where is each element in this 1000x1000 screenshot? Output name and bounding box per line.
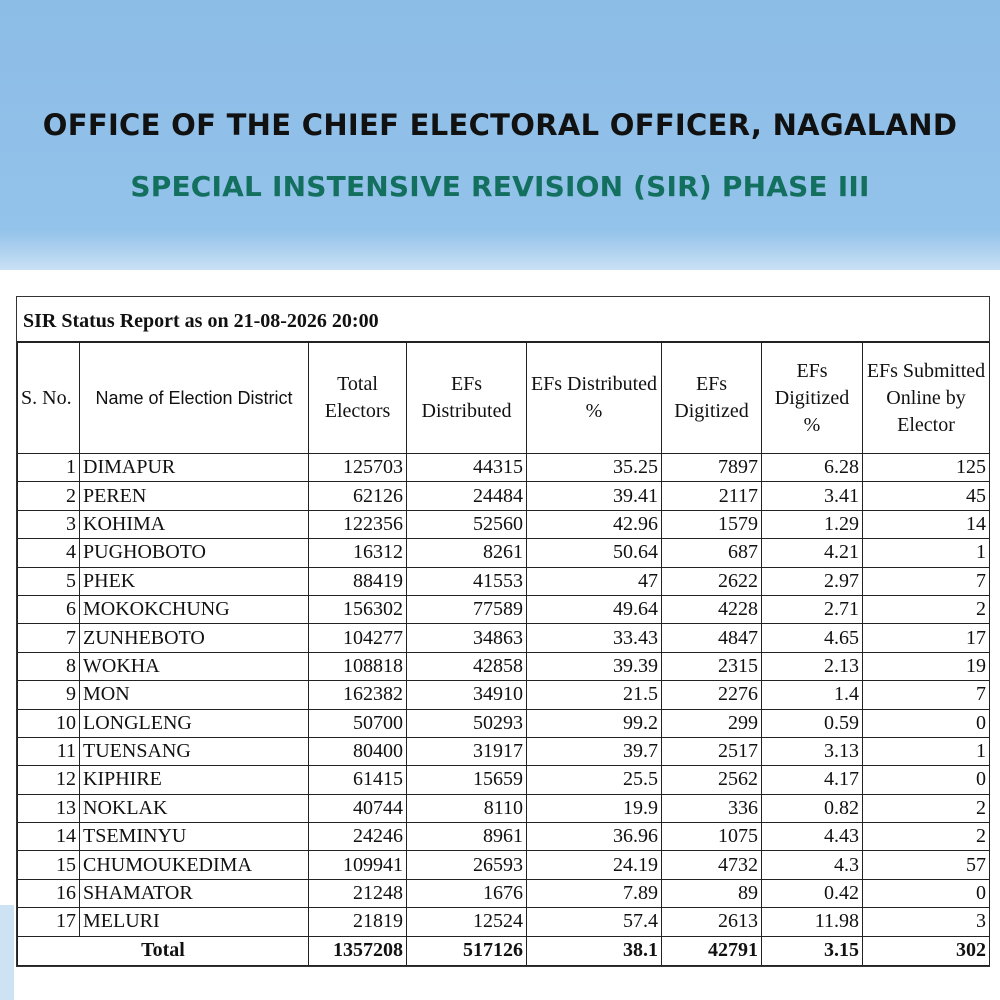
table-row — [18, 879, 990, 907]
col-header-efs-digitized: EFs Digitized — [662, 343, 762, 454]
district-name-cell: MELURI — [80, 908, 309, 936]
efs-distributed-cell: 34863 — [407, 624, 527, 652]
efs-distributed-pct-cell: 35.25 — [527, 454, 662, 482]
total-electors-cell: 108818 — [309, 652, 407, 680]
efs-distributed-pct-cell: 39.39 — [527, 652, 662, 680]
efs-digitized-cell: 4228 — [662, 595, 762, 623]
serial-no-cell: 15 — [18, 851, 80, 879]
serial-no-cell: 7 — [18, 624, 80, 652]
table-row — [18, 823, 990, 851]
efs-digitized-cell: 89 — [662, 879, 762, 907]
serial-no-cell: 5 — [18, 567, 80, 595]
total-efs-digitized: 42791 — [662, 936, 762, 965]
efs-digitized-cell: 2622 — [662, 567, 762, 595]
table-row — [18, 652, 990, 680]
efs-submitted-online-cell: 57 — [863, 851, 990, 879]
efs-submitted-online-cell: 7 — [863, 681, 990, 709]
efs-digitized-cell: 7897 — [662, 454, 762, 482]
serial-no-cell: 6 — [18, 595, 80, 623]
table-row — [18, 766, 990, 794]
district-name-cell: PEREN — [80, 482, 309, 510]
efs-distributed-cell: 1676 — [407, 879, 527, 907]
efs-distributed-cell: 15659 — [407, 766, 527, 794]
total-electors-cell: 62126 — [309, 482, 407, 510]
efs-digitized-cell: 2517 — [662, 737, 762, 765]
total-electors-cell: 61415 — [309, 766, 407, 794]
efs-submitted-online-cell: 0 — [863, 879, 990, 907]
header-banner — [0, 0, 1000, 270]
efs-distributed-pct-cell: 47 — [527, 567, 662, 595]
efs-digitized-pct-cell: 6.28 — [762, 454, 863, 482]
table-row — [18, 624, 990, 652]
total-electors-cell: 21819 — [309, 908, 407, 936]
col-header-total-electors: Total Electors — [309, 343, 407, 454]
efs-distributed-pct-cell: 36.96 — [527, 823, 662, 851]
total-electors-cell: 162382 — [309, 681, 407, 709]
efs-distributed-cell: 24484 — [407, 482, 527, 510]
efs-digitized-pct-cell: 1.29 — [762, 510, 863, 538]
efs-distributed-pct-cell: 19.9 — [527, 794, 662, 822]
total-electors-cell: 156302 — [309, 595, 407, 623]
district-name-cell: SHAMATOR — [80, 879, 309, 907]
efs-submitted-online-cell: 0 — [863, 766, 990, 794]
serial-no-cell: 14 — [18, 823, 80, 851]
efs-submitted-online-cell: 2 — [863, 595, 990, 623]
district-name-cell: MON — [80, 681, 309, 709]
efs-distributed-pct-cell: 57.4 — [527, 908, 662, 936]
efs-distributed-pct-cell: 7.89 — [527, 879, 662, 907]
table-row — [18, 510, 990, 538]
table-row — [18, 567, 990, 595]
efs-digitized-pct-cell: 3.13 — [762, 737, 863, 765]
efs-distributed-cell: 31917 — [407, 737, 527, 765]
total-efs-distributed: 517126 — [407, 936, 527, 965]
efs-distributed-cell: 8110 — [407, 794, 527, 822]
efs-distributed-pct-cell: 21.5 — [527, 681, 662, 709]
total-electors-cell: 122356 — [309, 510, 407, 538]
col-header-sno: S. No. — [18, 343, 80, 454]
status-report — [16, 296, 990, 967]
serial-no-cell: 10 — [18, 709, 80, 737]
efs-distributed-cell: 8261 — [407, 539, 527, 567]
efs-submitted-online-cell: 17 — [863, 624, 990, 652]
efs-digitized-cell: 299 — [662, 709, 762, 737]
efs-distributed-cell: 8961 — [407, 823, 527, 851]
table-header-row — [18, 343, 990, 454]
table-row — [18, 681, 990, 709]
total-electors-cell: 109941 — [309, 851, 407, 879]
serial-no-cell: 12 — [18, 766, 80, 794]
office-title: OFFICE OF THE CHIEF ELECTORAL OFFICER, NAGALAND — [42, 108, 958, 142]
district-name-cell: ZUNHEBOTO — [80, 624, 309, 652]
efs-digitized-cell: 4847 — [662, 624, 762, 652]
efs-distributed-cell: 50293 — [407, 709, 527, 737]
efs-submitted-online-cell: 45 — [863, 482, 990, 510]
efs-digitized-pct-cell: 4.21 — [762, 539, 863, 567]
efs-submitted-online-cell: 1 — [863, 539, 990, 567]
efs-distributed-pct-cell: 33.43 — [527, 624, 662, 652]
efs-digitized-pct-cell: 0.42 — [762, 879, 863, 907]
district-name-cell: WOKHA — [80, 652, 309, 680]
efs-submitted-online-cell: 2 — [863, 823, 990, 851]
efs-distributed-cell: 44315 — [407, 454, 527, 482]
efs-digitized-pct-cell: 4.3 — [762, 851, 863, 879]
serial-no-cell: 1 — [18, 454, 80, 482]
district-name-cell: KIPHIRE — [80, 766, 309, 794]
efs-distributed-pct-cell: 49.64 — [527, 595, 662, 623]
efs-distributed-pct-cell: 99.2 — [527, 709, 662, 737]
district-name-cell: PUGHOBOTO — [80, 539, 309, 567]
efs-digitized-pct-cell: 1.4 — [762, 681, 863, 709]
efs-digitized-cell: 1075 — [662, 823, 762, 851]
district-name-cell: PHEK — [80, 567, 309, 595]
district-name-cell: TSEMINYU — [80, 823, 309, 851]
efs-digitized-pct-cell: 11.98 — [762, 908, 863, 936]
efs-distributed-pct-cell: 42.96 — [527, 510, 662, 538]
total-electors-cell: 125703 — [309, 454, 407, 482]
serial-no-cell: 8 — [18, 652, 80, 680]
serial-no-cell: 16 — [18, 879, 80, 907]
district-name-cell: MOKOKCHUNG — [80, 595, 309, 623]
table-row — [18, 482, 990, 510]
serial-no-cell: 13 — [18, 794, 80, 822]
district-name-cell: DIMAPUR — [80, 454, 309, 482]
efs-distributed-cell: 34910 — [407, 681, 527, 709]
total-electors: 1357208 — [309, 936, 407, 965]
efs-digitized-cell: 2613 — [662, 908, 762, 936]
status-table — [17, 342, 990, 966]
table-body — [18, 454, 990, 937]
district-name-cell: KOHIMA — [80, 510, 309, 538]
table-row — [18, 908, 990, 936]
total-efs-submitted-online: 302 — [863, 936, 990, 965]
col-header-efs-digitized-pct: EFs Digitized % — [762, 343, 863, 454]
efs-distributed-cell: 12524 — [407, 908, 527, 936]
efs-digitized-cell: 2276 — [662, 681, 762, 709]
efs-distributed-pct-cell: 24.19 — [527, 851, 662, 879]
efs-distributed-pct-cell: 50.64 — [527, 539, 662, 567]
sir-phase-subtitle: SPECIAL INSTENSIVE REVISION (SIR) PHASE III — [130, 170, 870, 203]
efs-submitted-online-cell: 125 — [863, 454, 990, 482]
table-row — [18, 454, 990, 482]
report-caption: SIR Status Report as on 21-08-2026 20:00 — [17, 297, 989, 342]
district-name-cell: LONGLENG — [80, 709, 309, 737]
efs-digitized-pct-cell: 0.59 — [762, 709, 863, 737]
serial-no-cell: 3 — [18, 510, 80, 538]
serial-no-cell: 17 — [18, 908, 80, 936]
col-header-efs-distributed-pct: EFs Distributed % — [527, 343, 662, 454]
efs-submitted-online-cell: 2 — [863, 794, 990, 822]
efs-distributed-cell: 42858 — [407, 652, 527, 680]
efs-digitized-pct-cell: 4.43 — [762, 823, 863, 851]
total-electors-cell: 50700 — [309, 709, 407, 737]
efs-distributed-pct-cell: 39.41 — [527, 482, 662, 510]
efs-distributed-cell: 77589 — [407, 595, 527, 623]
district-name-cell: NOKLAK — [80, 794, 309, 822]
total-electors-cell: 80400 — [309, 737, 407, 765]
efs-distributed-cell: 52560 — [407, 510, 527, 538]
efs-distributed-cell: 26593 — [407, 851, 527, 879]
efs-digitized-pct-cell: 4.65 — [762, 624, 863, 652]
efs-digitized-pct-cell: 3.41 — [762, 482, 863, 510]
total-electors-cell: 104277 — [309, 624, 407, 652]
district-name-cell: TUENSANG — [80, 737, 309, 765]
table-row — [18, 595, 990, 623]
efs-submitted-online-cell: 3 — [863, 908, 990, 936]
efs-submitted-online-cell: 14 — [863, 510, 990, 538]
total-electors-cell: 24246 — [309, 823, 407, 851]
efs-digitized-cell: 1579 — [662, 510, 762, 538]
table-row — [18, 539, 990, 567]
efs-digitized-pct-cell: 4.17 — [762, 766, 863, 794]
table-row — [18, 737, 990, 765]
total-efs-distributed-pct: 38.1 — [527, 936, 662, 965]
col-header-district: Name of Election District — [80, 343, 309, 454]
table-row — [18, 709, 990, 737]
total-label: Total — [18, 936, 309, 965]
table-row — [18, 851, 990, 879]
total-electors-cell: 16312 — [309, 539, 407, 567]
serial-no-cell: 9 — [18, 681, 80, 709]
efs-digitized-pct-cell: 2.97 — [762, 567, 863, 595]
total-efs-digitized-pct: 3.15 — [762, 936, 863, 965]
page-edge-strip — [0, 905, 14, 1000]
total-electors-cell: 21248 — [309, 879, 407, 907]
efs-submitted-online-cell: 1 — [863, 737, 990, 765]
efs-digitized-pct-cell: 0.82 — [762, 794, 863, 822]
efs-submitted-online-cell: 19 — [863, 652, 990, 680]
efs-digitized-pct-cell: 2.13 — [762, 652, 863, 680]
efs-digitized-pct-cell: 2.71 — [762, 595, 863, 623]
total-electors-cell: 88419 — [309, 567, 407, 595]
efs-distributed-pct-cell: 39.7 — [527, 737, 662, 765]
district-name-cell: CHUMOUKEDIMA — [80, 851, 309, 879]
efs-digitized-cell: 336 — [662, 794, 762, 822]
table-row — [18, 794, 990, 822]
efs-digitized-cell: 4732 — [662, 851, 762, 879]
serial-no-cell: 11 — [18, 737, 80, 765]
efs-distributed-pct-cell: 25.5 — [527, 766, 662, 794]
total-electors-cell: 40744 — [309, 794, 407, 822]
efs-digitized-cell: 2315 — [662, 652, 762, 680]
col-header-efs-submitted-online: EFs Submitted Online by Elector — [863, 343, 990, 454]
efs-digitized-cell: 2562 — [662, 766, 762, 794]
total-row — [18, 936, 990, 965]
serial-no-cell: 4 — [18, 539, 80, 567]
efs-digitized-cell: 687 — [662, 539, 762, 567]
serial-no-cell: 2 — [18, 482, 80, 510]
efs-submitted-online-cell: 0 — [863, 709, 990, 737]
efs-submitted-online-cell: 7 — [863, 567, 990, 595]
col-header-efs-distributed: EFs Distributed — [407, 343, 527, 454]
efs-digitized-cell: 2117 — [662, 482, 762, 510]
efs-distributed-cell: 41553 — [407, 567, 527, 595]
